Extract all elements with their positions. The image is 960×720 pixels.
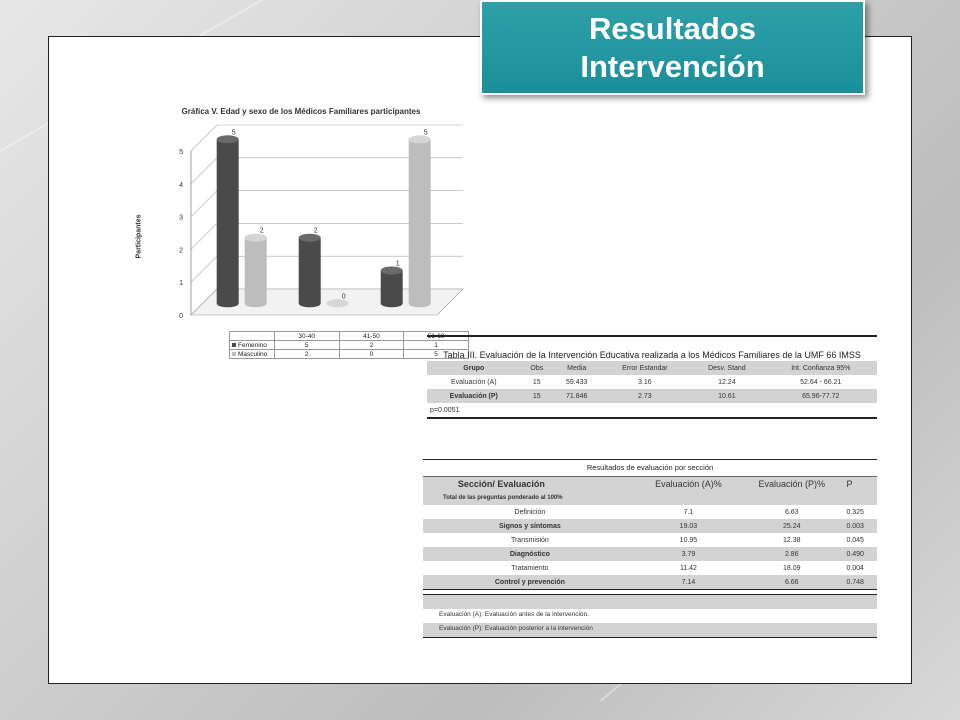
table-cell: 7.1: [683, 508, 694, 516]
slide-title-line: Resultados: [588, 10, 757, 46]
table-cell: 71.846: [553, 389, 600, 403]
table-cell: Tratamiento: [511, 564, 549, 572]
table-iii-grid: [427, 361, 877, 417]
table-cell: Evaluación (A): [451, 378, 497, 386]
table-iii: [427, 335, 877, 419]
data-label: 1: [395, 260, 400, 268]
table-row: [423, 547, 877, 561]
chart-table-category: 30-40: [274, 332, 339, 341]
y-tick-label: 4: [179, 181, 183, 189]
data-label: 0: [341, 293, 346, 301]
bar-base: [381, 299, 403, 307]
table-cell: Control y prevención: [423, 575, 637, 590]
y-tick-label: 5: [179, 149, 183, 156]
bar-chart: [133, 103, 469, 333]
table-cell: 0.490: [843, 547, 877, 561]
table-cell: 52.64 - 66.21: [800, 378, 842, 386]
data-label: 2: [259, 227, 264, 235]
chart-table-category: 41-50: [339, 332, 404, 341]
column-header: Error Estandar: [600, 361, 689, 375]
chart-table-corner: [230, 332, 275, 341]
legend-femenino: [230, 341, 275, 350]
table-cell-empty: [740, 491, 843, 505]
table-cell: 15: [521, 389, 554, 403]
note-p: Evaluación (P): Evaluación posterior a la intervención: [423, 623, 877, 638]
chart-table-cell: 5: [404, 350, 469, 359]
gridline-diagonal: [191, 158, 217, 184]
table-cell: 7.14: [637, 575, 740, 590]
table-row: [423, 533, 877, 547]
table-header-row: [427, 361, 877, 375]
table-row: [423, 575, 877, 590]
column-header: Media: [553, 361, 600, 375]
data-label: 5: [423, 129, 428, 137]
table-cell: 6.66: [740, 575, 843, 590]
table-cell: 0.045: [846, 536, 864, 544]
table-row: [427, 375, 877, 389]
table-row: [423, 561, 877, 575]
table-cell: Diagnóstico: [423, 547, 637, 561]
table-cell: 12.38: [783, 536, 801, 544]
table-cell: 6.63: [784, 508, 799, 516]
table-cell: 15: [532, 378, 541, 386]
column-header: P: [843, 477, 877, 491]
legend-swatch: [232, 352, 236, 356]
bar-top: [217, 135, 239, 143]
table-cell: 0.748: [843, 575, 877, 590]
table-cell: 59.433: [566, 378, 588, 386]
table-row: [427, 389, 877, 403]
chart-table-cell: 5: [274, 341, 339, 350]
bar-femenino: [217, 139, 239, 303]
data-label: 2: [313, 227, 318, 235]
bar-femenino: [299, 238, 321, 304]
table-row: [423, 505, 877, 519]
y-tick-label: 1: [179, 280, 183, 288]
table-header-row: [423, 477, 877, 491]
bar-base: [217, 299, 239, 307]
table-cell: Signos y síntomas: [423, 519, 637, 533]
bar-top: [245, 234, 267, 242]
gridline-diagonal: [191, 223, 217, 249]
chart-table-cell: 0: [339, 350, 404, 359]
legend-masculino: [230, 350, 275, 359]
bar-femenino: [381, 271, 403, 304]
legend-swatch: [232, 343, 236, 347]
table-cell: 18.09: [783, 564, 801, 572]
table-cell-empty: [521, 403, 877, 417]
y-tick-label: 3: [179, 214, 183, 222]
p-value: p=0.0051: [430, 406, 460, 414]
slide-title-box: [480, 0, 865, 95]
table-cell: 11.42: [679, 564, 697, 572]
table-subheader-row: [423, 491, 877, 505]
table-cell-empty: [843, 491, 877, 505]
table-cell: 25.24: [740, 519, 843, 533]
section-table-grid: [423, 477, 877, 590]
y-tick-label: 2: [179, 247, 183, 255]
slide-content: [48, 36, 912, 684]
gridline-diagonal: [191, 256, 217, 282]
column-header: Obs: [521, 361, 554, 375]
table-cell: Definición: [514, 508, 546, 516]
table-cell: 10.95: [679, 536, 698, 544]
bar-base: [245, 299, 267, 307]
gridline-diagonal: [191, 125, 217, 151]
bar-top: [327, 299, 349, 307]
section-table-caption: Resultados de evaluación por sección: [423, 460, 877, 477]
table-iii-caption: Tabla III. Evaluación de la Intervención Educativa realizada a los Médicos Familiares de la UMF 66 IMSS: [443, 350, 861, 360]
subheader: Total de las preguntas ponderado al 100%: [423, 491, 637, 505]
table-cell: Evaluación (P): [427, 389, 521, 403]
section-results-table: [423, 459, 877, 638]
table-cell: 0.004: [846, 564, 864, 572]
table-cell-empty: [637, 491, 740, 505]
bar-top: [409, 135, 431, 143]
column-header: Evaluación (P)%: [740, 477, 843, 491]
note-a: Evaluación (A): Evaluación antes de la intervención.: [439, 611, 589, 618]
column-header: Grupo: [427, 361, 521, 375]
legend-label: Femenino: [238, 341, 267, 349]
column-header: Desv. Stand: [689, 361, 764, 375]
table-cell: 0.003: [843, 519, 877, 533]
notes-spacer: [423, 594, 877, 609]
slide-title-line: Intervención: [580, 48, 765, 84]
bar-top: [381, 267, 403, 275]
chart-table-cell: 1: [404, 341, 469, 350]
bar-masculino: [245, 238, 267, 304]
chart-title: Gráfica V. Edad y sexo de los Médicos Familiares participantes: [181, 107, 421, 116]
chart-y-label: Participantes: [135, 214, 143, 259]
chart-table-cell: 2: [339, 341, 404, 350]
table-cell: 19.03: [637, 519, 740, 533]
table-cell: 3.79: [637, 547, 740, 561]
table-cell: 2.86: [740, 547, 843, 561]
bar-base: [409, 299, 431, 307]
bar-top: [299, 234, 321, 242]
table-cell: 12.24: [718, 378, 736, 386]
table-cell: Transmisión: [510, 536, 549, 544]
chart-table-cell: 2: [274, 350, 339, 359]
table-cell: 0.325: [846, 508, 864, 516]
column-header: Int. Confianza 95%: [765, 361, 877, 375]
data-label: 5: [231, 129, 236, 137]
table-cell: 65.96-77.72: [765, 389, 877, 403]
table-cell: 3.16: [638, 378, 652, 386]
table-cell: 10.61: [689, 389, 764, 403]
bar-base: [299, 299, 321, 307]
column-header: Evaluación (A)%: [637, 477, 740, 491]
legend-label: Masculino: [238, 350, 268, 358]
table-row: [423, 519, 877, 533]
y-tick-label: 0: [179, 313, 183, 320]
column-header: Sección/ Evaluación: [423, 477, 637, 491]
chart-panel: [133, 103, 469, 361]
bar-masculino: [409, 139, 431, 303]
gridline-diagonal: [191, 191, 217, 217]
table-footer-row: [427, 403, 877, 417]
table-cell: 2.73: [600, 389, 689, 403]
chart-table-category: 51-60: [404, 332, 469, 341]
